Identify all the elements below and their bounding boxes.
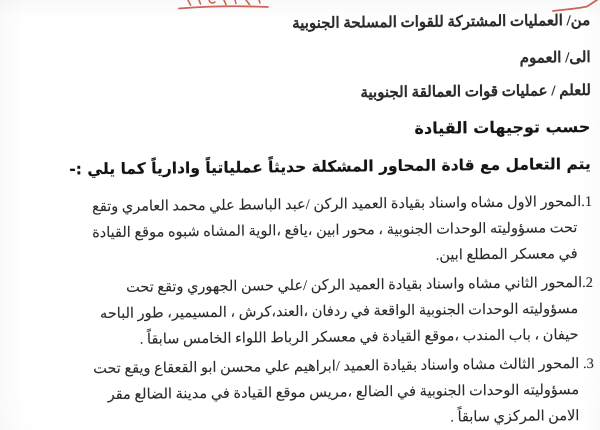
- list-item-line: 2.المحور الثاني مشاه واسناد بقيادة العميد الركن /علي حسن الجهوري وتقع تحت: [125, 274, 594, 296]
- directive-heading: حسب توجيهات القيادة: [414, 116, 591, 138]
- letter-to-line: الى/ العموم: [519, 49, 591, 67]
- list-item-axis-3: [4, 351, 595, 430]
- list-item-line: مسؤوليته الوحدات الجنوبية الواقعة في ردفان ،العند،كرش ، المسيمير، طور الباحه: [99, 301, 579, 323]
- list-item-line: حيفان ، باب المندب ،موقع القيادة في معسكر الرباط اللواء الخامس سابقاً .: [139, 327, 579, 348]
- list-item-axis-1: [2, 189, 593, 273]
- list-item-line: الامن المركزي سابقاً .: [450, 408, 580, 426]
- list-item-line: 1.المحور الاول مشاه واسناد بقيادة العميد الركن /عبد الباسط علي محمد العامري وتقع: [92, 193, 593, 216]
- list-item-line: تحت مسؤوليته الوحدات الجنوبية ، محور ابين ،يافع ،الوية المشاه شبوه موقع القيادة: [92, 220, 578, 242]
- numbered-list: [2, 189, 595, 430]
- intro-statement-line: يتم التعامل مع قادة المحاور المشكلة حديثاً عملياتياً وادارياً كما يلي :-: [69, 154, 591, 179]
- letter-from-line: من/ العمليات المشتركة للقوات المسلحة الجنوبية: [292, 12, 591, 33]
- list-item-line: في معسكر المطلع ابين.: [435, 246, 578, 264]
- list-item-line: 3. المحور الثالث مشاه واسناد بقيادة العميد /ابراهيم علي محسن ابو القعقاع ويقع تحت: [93, 355, 594, 378]
- letter-info-line: للعلم / عمليات قوات العمالقة الجنوبية: [360, 82, 592, 102]
- list-item-axis-2: [3, 270, 594, 354]
- list-item-line: مسؤوليته الوحدات الجنوبية في الضالع ،مريس موقع القيادة في مدينة الضالع مقر: [107, 382, 580, 404]
